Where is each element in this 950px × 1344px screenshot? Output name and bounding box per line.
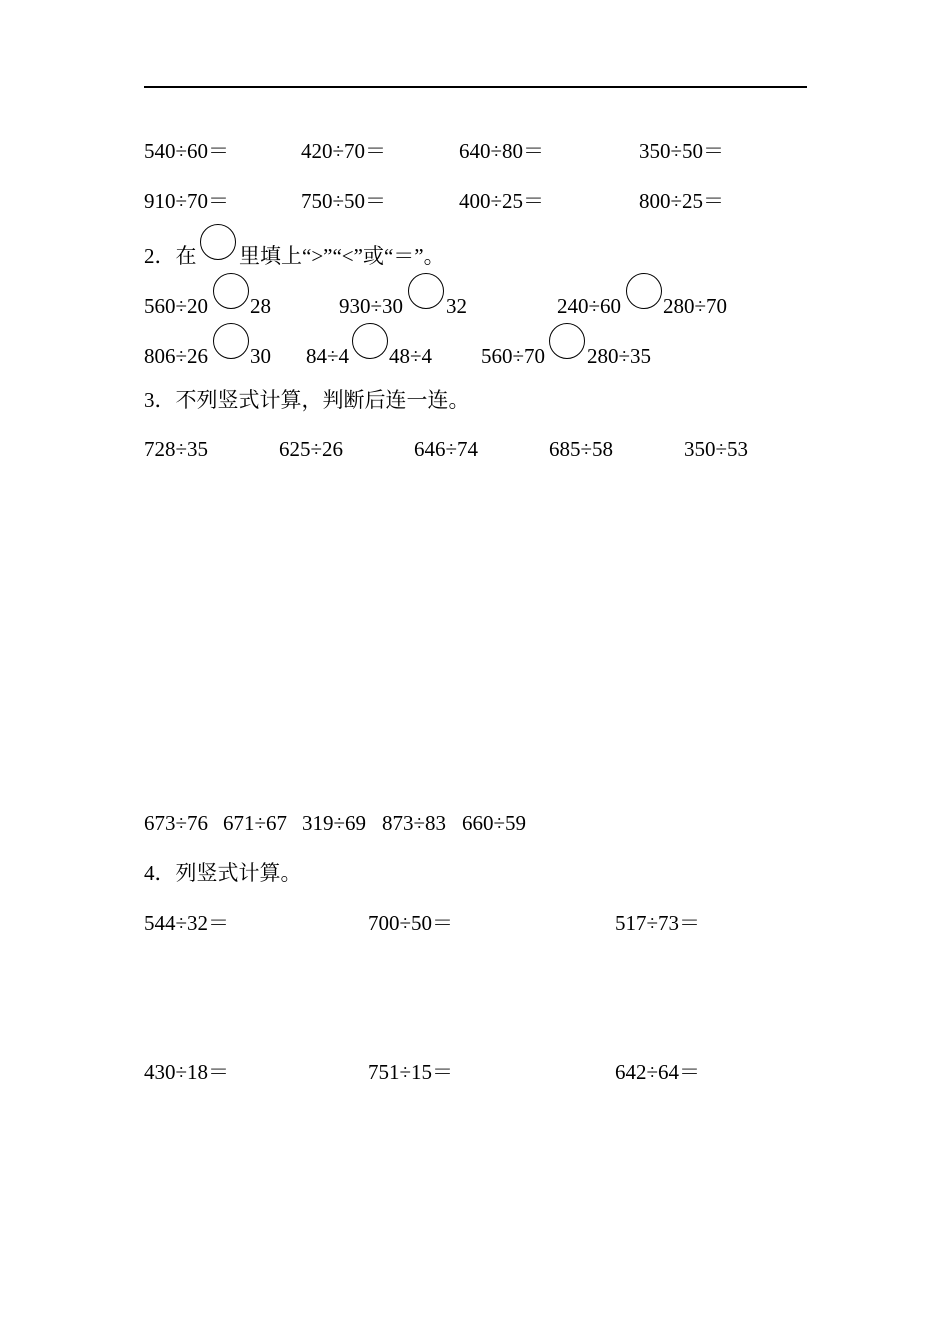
problem-s1-r2-2: 750÷50＝ bbox=[301, 189, 387, 213]
match-bottom-4[interactable]: 873÷83 bbox=[382, 811, 447, 835]
vertical-calc-r2-2: 751÷15＝ bbox=[368, 1060, 454, 1084]
problem-s1-r2-3: 400÷25＝ bbox=[459, 189, 545, 213]
match-top-1[interactable]: 728÷35 bbox=[144, 437, 209, 461]
section4-heading: 4．列竖式计算。 bbox=[144, 861, 302, 885]
compare-r1-1-left: 560÷20 bbox=[144, 294, 209, 318]
match-bottom-3[interactable]: 319÷69 bbox=[302, 811, 367, 835]
answer-circle[interactable] bbox=[549, 323, 585, 359]
section2-heading-suffix: 里填上“>”“<”或“＝”。 bbox=[239, 244, 445, 268]
match-top-5[interactable]: 350÷53 bbox=[684, 437, 749, 461]
answer-circle[interactable] bbox=[213, 323, 249, 359]
compare-r1-2-right: 32 bbox=[446, 294, 467, 318]
answer-circle[interactable] bbox=[626, 273, 662, 309]
problem-s1-r2-1: 910÷70＝ bbox=[144, 189, 230, 213]
vertical-calc-r1-1: 544÷32＝ bbox=[144, 911, 230, 935]
answer-circle[interactable] bbox=[213, 273, 249, 309]
compare-r2-2-left: 84÷4 bbox=[306, 344, 350, 368]
section3-heading: 3．不列竖式计算，判断后连一连。 bbox=[144, 388, 470, 412]
compare-r1-3-right: 280÷70 bbox=[663, 294, 728, 318]
match-bottom-2[interactable]: 671÷67 bbox=[223, 811, 288, 835]
compare-r2-1-left: 806÷26 bbox=[144, 344, 209, 368]
problem-s1-r1-1: 540÷60＝ bbox=[144, 139, 230, 163]
answer-circle[interactable] bbox=[352, 323, 388, 359]
vertical-calc-r2-3: 642÷64＝ bbox=[615, 1060, 701, 1084]
compare-r2-2-right: 48÷4 bbox=[389, 344, 433, 368]
section2-heading-prefix: 2．在 bbox=[144, 244, 197, 268]
problem-s1-r1-2: 420÷70＝ bbox=[301, 139, 387, 163]
match-top-4[interactable]: 685÷58 bbox=[549, 437, 614, 461]
problem-s1-r1-3: 640÷80＝ bbox=[459, 139, 545, 163]
answer-circle[interactable] bbox=[408, 273, 444, 309]
vertical-calc-r2-1: 430÷18＝ bbox=[144, 1060, 230, 1084]
match-top-3[interactable]: 646÷74 bbox=[414, 437, 479, 461]
vertical-calc-r1-2: 700÷50＝ bbox=[368, 911, 454, 935]
compare-r1-2-left: 930÷30 bbox=[339, 294, 404, 318]
compare-r2-3-right: 280÷35 bbox=[587, 344, 652, 368]
problem-s1-r2-4: 800÷25＝ bbox=[639, 189, 725, 213]
match-bottom-5[interactable]: 660÷59 bbox=[462, 811, 527, 835]
compare-r2-3-left: 560÷70 bbox=[481, 344, 546, 368]
header-rule bbox=[144, 86, 807, 88]
compare-r1-1-right: 28 bbox=[250, 294, 271, 318]
example-circle bbox=[200, 224, 236, 260]
compare-r1-3-left: 240÷60 bbox=[557, 294, 622, 318]
match-top-2[interactable]: 625÷26 bbox=[279, 437, 344, 461]
compare-r2-1-right: 30 bbox=[250, 344, 271, 368]
problem-s1-r1-4: 350÷50＝ bbox=[639, 139, 725, 163]
match-bottom-1[interactable]: 673÷76 bbox=[144, 811, 209, 835]
vertical-calc-r1-3: 517÷73＝ bbox=[615, 911, 701, 935]
